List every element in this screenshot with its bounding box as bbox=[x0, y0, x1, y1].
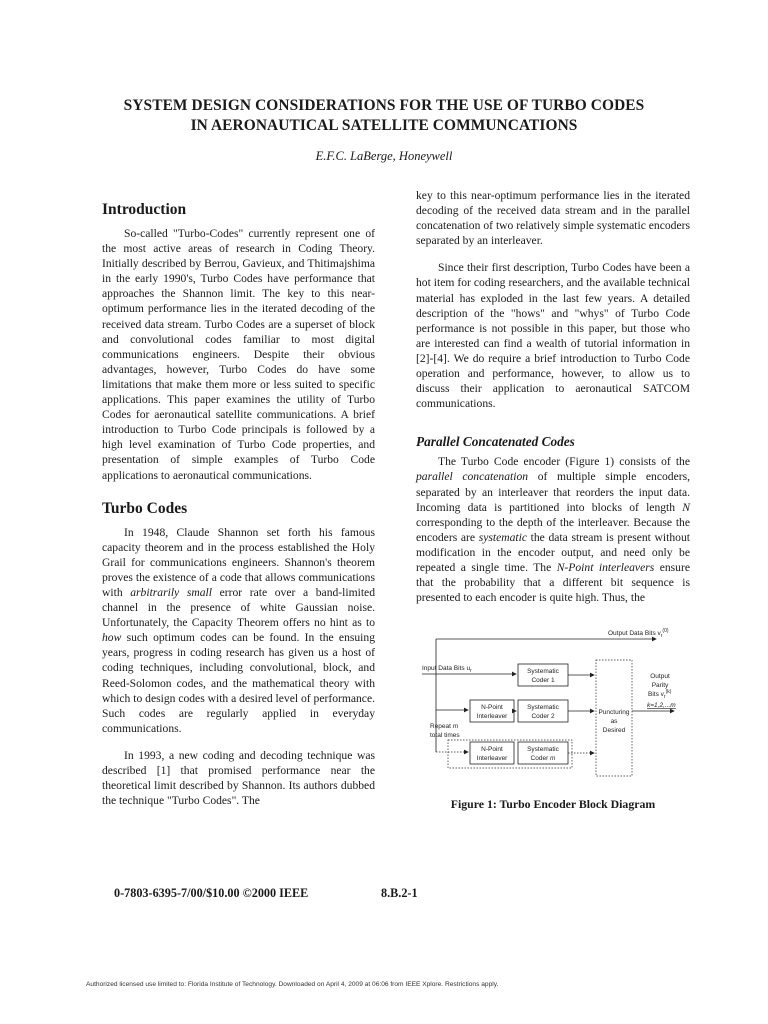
footer-isbn: 0-7803-6395-7/00/$10.00 ©2000 IEEE bbox=[114, 886, 309, 900]
left-column bbox=[102, 200, 375, 808]
repeat-label-1: Repeat m bbox=[430, 723, 459, 730]
author-line: E.F.C. LaBerge, Honeywell bbox=[315, 149, 453, 163]
input-data-bits-label: Input Data Bits $u_r$ bbox=[422, 665, 472, 674]
right-column bbox=[416, 188, 690, 605]
repeat-label-2: total times bbox=[430, 732, 460, 739]
k-range-label: k=1,2,...m bbox=[647, 702, 676, 709]
turbo-codes-paragraph-1: In 1948, Claude Shannon set forth his famous capacity theorem and in the process established the Holy Grail for communications engineers. Shannon's theorem proves the existence of a code that allows communications with arbitrarily small error rate over a band-limited channel in the presence of white Gaussian noise. Unfortunately, the Capacity Theorem offers no hint as to how such optimum codes can be found. In the ensuing years, progress in coding research has given us a host of coding techniques, including convolutional, block, and Reed-Solomon codes, and the mathematical theory with which to design codes with a desired level of performance. Such codes are regularly applied in everyday communications. bbox=[102, 525, 376, 735]
puncturing-label-2: as bbox=[610, 718, 618, 725]
coder-1-label-1: Systematic bbox=[527, 668, 559, 675]
interleaver-m-label-2: Interleaver bbox=[476, 755, 508, 762]
introduction-heading: Introduction bbox=[102, 201, 187, 218]
parallel-concatenated-paragraph: The Turbo Code encoder (Figure 1) consists of the parallel concatenation of multiple simple encoders, separated by an interleaver that reorders the input data. Incoming data is partitioned into blocks of length N corresponding to the depth of the interleaver. Because the encoders are systematic the data stream is present without modification in the encoder output, and need only be repeated a single time. The N-Point interleavers ensure that the probability that a different bit sequence is presented to each encoder is quite high. Thus, the bbox=[416, 455, 690, 605]
interleaver-1-label-1: N-Point bbox=[481, 704, 503, 711]
turbo-codes-paragraph-4: Since their first description, Turbo Codes have been a hot item for coding researchers, and the available technical material has exploded in the last few years. A detailed description of the "hows" and "whys" of Turbo Code performance is not possible in this paper, but those who are interested can find a wealth of tutorial information in [2]-[4]. We do require a brief introduction to Turbo Code operation and performance, however, to allow us to discuss their application to aeronautical SATCOM communications. bbox=[416, 261, 690, 411]
turbo-codes-heading: Turbo Codes bbox=[102, 499, 188, 517]
output-data-bits-label: Output Data Bits $v_r^{(0)}$ bbox=[608, 628, 669, 639]
turbo-encoder-svg bbox=[416, 624, 690, 794]
parallel-concatenated-heading: Parallel Concatenated Codes bbox=[416, 434, 575, 450]
coder-2-label-1: Systematic bbox=[527, 704, 559, 711]
title-line-2: IN AERONAUTICAL SATELLITE COMMUNCATIONS bbox=[190, 117, 578, 134]
turbo-encoder-diagram bbox=[416, 624, 690, 794]
turbo-codes-paragraph-3: key to this near-optimum performance lies in the iterated decoding of the received data stream and in the parallel concatenation of two relatively simple systematic encoders separated by an interleaver. bbox=[416, 189, 690, 248]
coder-m-label-2: Coder m bbox=[530, 755, 556, 762]
coder-2-label-2: Coder 2 bbox=[531, 713, 555, 720]
paper-title bbox=[60, 96, 708, 136]
output-parity-label-1: Output bbox=[650, 673, 670, 680]
title-line-1: SYSTEM DESIGN CONSIDERATIONS FOR THE USE OF TURBO CODES bbox=[123, 97, 645, 114]
footer-page-id: 8.B.2-1 bbox=[381, 886, 418, 900]
introduction-paragraph: So-called "Turbo-Codes" currently represent one of the most active areas of research in Coding Theory. Initially described by Berrou, Gavieux, and Thitimajshima in the early 1990's, Turbo Codes have performance that approaches the Shannon limit. The key to this near-optimum performance lies in the iterated decoding of the received data stream. Turbo Codes are a superset of block and convolutional codes familiar to most digital communications engineers. Despite their obvious advantages, however, Turbo Codes do have some limitations that make them more or less suited to specific applications. This paper examines the utility of Turbo Codes for aeronautical satellite communications. A brief introduction to Turbo Code principals is followed by a high level examination of Turbo Code properties, and presentation of simple examples of Turbo Code applications to aeronautical communications. bbox=[102, 227, 375, 482]
figure-caption: Figure 1: Turbo Encoder Block Diagram bbox=[450, 797, 656, 811]
license-notice: Authorized licensed use limited to: Florida Institute of Technology. Downloaded on April 4, 2009 at 06:06 from IEEE Xplore. Restrictions apply. bbox=[86, 981, 499, 988]
coder-1-label-2: Coder 1 bbox=[531, 677, 555, 684]
interleaver-1-label-2: Interleaver bbox=[476, 713, 508, 720]
turbo-codes-paragraph-2: In 1993, a new coding and decoding technique was described [1] that promised performance near the theoretical limit described by Shannon. Its authors dubbed the technique "Turbo Codes". The bbox=[102, 748, 375, 808]
puncturing-label-1: Puncturing bbox=[598, 709, 630, 716]
output-parity-label-2: Parity bbox=[651, 682, 669, 689]
puncturing-label-3: Desired bbox=[602, 727, 626, 734]
output-parity-label-3: Bits $v_r^{(k)}$ bbox=[648, 689, 672, 700]
interleaver-m-label-1: N-Point bbox=[481, 746, 503, 753]
coder-m-label-1: Systematic bbox=[527, 746, 559, 753]
